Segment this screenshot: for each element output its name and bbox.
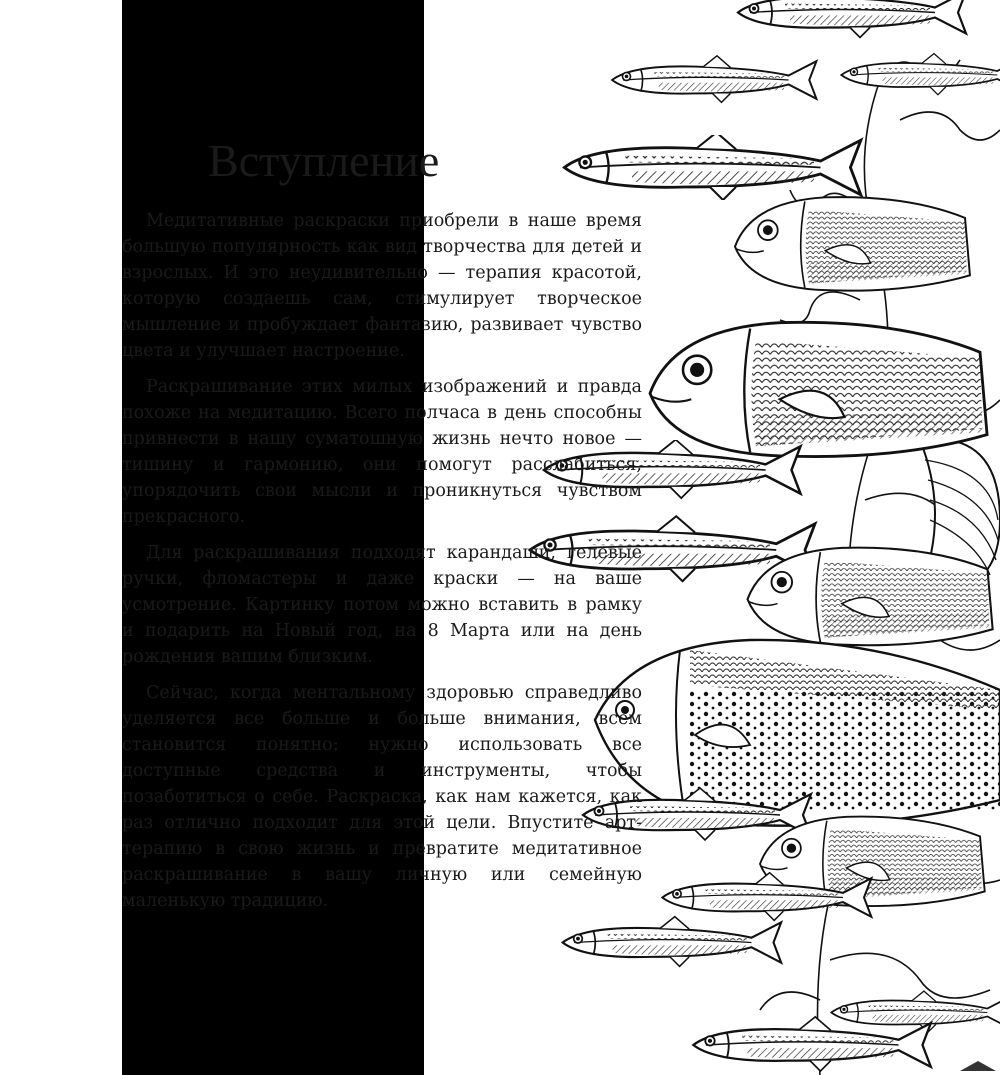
page-title: Вступление (208, 135, 440, 186)
corner-arrow-icon (958, 1059, 998, 1073)
fish-slim-9 (563, 917, 782, 967)
paragraph-1: Медитативные раскраски приобрели в наше время большую популярность как вид творчества для детей и взрослых. И это неудивительно — терапия красотой, которую создаешь сам, стимулирует творческое мышление и пробуждает фантазию, развивает чувство цвета и улучшает настроение. (122, 211, 642, 361)
fish-slim-10 (831, 991, 1000, 1032)
fish-slim-2 (612, 56, 816, 103)
paragraph-2: Раскрашивание этих милых изображений и правда похоже на медитацию. Всего полчаса в день способны привнести в нашу суматошную жизнь нечто новое — тишину и гармонию, они помогут расслабиться, упорядочить свои мысли и проникнуться чувством прекрасного. (122, 377, 642, 527)
fish-spotted-large (595, 640, 1000, 826)
paragraph-4: Сейчас, когда ментальному здоровью справедливо уделяется все больше и больше внимания, всем становится понятно: нужно использовать все доступные средства и инструменты, чтобы позаботиться о себе. Раскраска, как нам кажется, как раз отлично подходит для этой цели. Впустите арт-терапию в свою жизнь и превратите медитативное раскрашивание в вашу личную или семейную маленькую традицию. (122, 683, 642, 911)
intro-text-column (122, 130, 642, 924)
paragraph-3: Для раскрашивания подходят карандаши, гелевые ручки, фломастеры и даже краски — на ваше усмотрение. Картинку потом можно вставить в рамку и подарить на Новый год, на 8 Марта или на день рождения вашим близким. (122, 543, 642, 667)
fish-deep-1 (735, 197, 970, 291)
fish-deep-2 (748, 548, 993, 646)
fish-perch (650, 322, 987, 456)
fish-top-1 (738, 0, 966, 38)
fish-slim-3 (841, 54, 1000, 95)
